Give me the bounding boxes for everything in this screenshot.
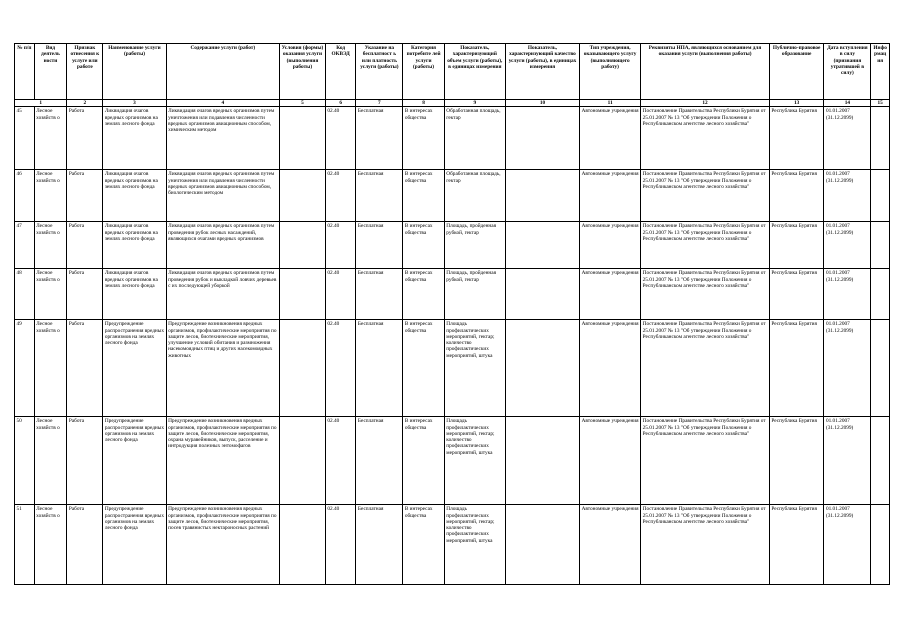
cell-activity: Лесное хозяйств о [34, 320, 67, 417]
cell-quality [505, 107, 579, 170]
column-number: 15 [871, 100, 890, 107]
column-number: 1 [15, 100, 67, 107]
cell-date: 01.01.2007 (31.12.2099) [824, 222, 871, 269]
cell-quality [505, 505, 579, 585]
cell-conditions [280, 505, 326, 585]
column-number: 7 [356, 100, 403, 107]
cell-activity: Лесное хозяйств о [34, 170, 67, 222]
cell-okved: 02.40 [325, 269, 356, 320]
table-row [15, 222, 890, 269]
cell-type: Автономные учреждения [580, 269, 641, 320]
cell-type: Автономные учреждения [580, 170, 641, 222]
cell-content: Ликвидация очагов вредных организмов путем проведения рубок и выкладкой ловчих деревьев с их последующей уборкой [166, 269, 279, 320]
column-header: Наименование услуги (работы) [103, 44, 166, 100]
column-header: Тип учреждения, оказывающего услугу (выполняющего работу) [580, 44, 641, 100]
cell-info [871, 222, 890, 269]
column-numbers-row [15, 100, 890, 107]
cell-npa: Постановление Правительства Республики Бурятия от 25.01.2007 № 13 "Об утверждении Положения о Республиканском агентстве лесного хозяйства" [641, 417, 770, 505]
cell-quality [505, 170, 579, 222]
column-number: 4 [166, 100, 279, 107]
cell-category: В интересах общества [403, 170, 444, 222]
column-number: 9 [444, 100, 505, 107]
cell-content: Предупреждение возникновения вредных организмов, профилактические мероприятия по защите лесов, биотехнические мероприятия, улучшение условий обитания и размножения насекомоядных птиц и других насекомоядных животных [166, 320, 279, 417]
column-header: Вид деятель ности [34, 44, 67, 100]
cell-n: 49 [15, 320, 35, 417]
column-header: Показатель, характеризующий качество услуги (работы), в единицах измерения [505, 44, 579, 100]
cell-npa: Постановление Правительства Республики Бурятия от 25.01.2007 № 13 "Об утверждении Положения о Республиканском агентстве лесного хозяйства" [641, 222, 770, 269]
header-row [15, 44, 890, 100]
cell-type: Автономные учреждения [580, 222, 641, 269]
cell-entity: Республика Бурятия [769, 320, 824, 417]
column-header: Признак отнесения к услуге или работе [67, 44, 103, 100]
cell-info [871, 320, 890, 417]
cell-sign: Работа [67, 269, 103, 320]
cell-activity: Лесное хозяйств о [34, 269, 67, 320]
cell-info [871, 269, 890, 320]
cell-conditions [280, 107, 326, 170]
column-header: Указание на бесплатност ь или платность услуги (работы) [356, 44, 403, 100]
cell-npa: Постановление Правительства Республики Бурятия от 25.01.2007 № 13 "Об утверждении Положения о Республиканском агентстве лесного хозяйства" [641, 170, 770, 222]
column-header: Условия (формы) оказания услуги (выполнения работы) [280, 44, 326, 100]
cell-n: 46 [15, 170, 35, 222]
cell-date: 01.01.2007 (31.12.2099) [824, 107, 871, 170]
cell-date: 01.01.2007 (31.12.2099) [824, 417, 871, 505]
services-registry-table [14, 43, 890, 585]
cell-activity: Лесное хозяйств о [34, 417, 67, 505]
cell-sign: Работа [67, 417, 103, 505]
cell-n: 48 [15, 269, 35, 320]
column-number: 11 [580, 100, 641, 107]
cell-name: Ликвидация очагов вредных организмов на землях лесного фонда [103, 107, 166, 170]
cell-info [871, 505, 890, 585]
cell-activity: Лесное хозяйств о [34, 107, 67, 170]
cell-quality [505, 222, 579, 269]
column-header: Категория потребите лей услуги (работы) [403, 44, 444, 100]
cell-info [871, 107, 890, 170]
cell-entity: Республика Бурятия [769, 269, 824, 320]
cell-conditions [280, 170, 326, 222]
cell-content: Предупреждение возникновения вредных организмов, профилактические мероприятия по защите лесов, биотехнические мероприятия, охрана муравейников, выпуск, расселение и интродукция полезных энтомофагов [166, 417, 279, 505]
cell-paid: Бесплатная [356, 505, 403, 585]
cell-sign: Работа [67, 107, 103, 170]
column-header: Реквизиты НПА, являющихся основанием для оказания услуги (выполнения работы) [641, 44, 770, 100]
cell-date: 01.01.2007 (31.12.2099) [824, 505, 871, 585]
column-number: 2 [67, 100, 103, 107]
table-row [15, 417, 890, 505]
cell-sign: Работа [67, 320, 103, 417]
document-page [14, 43, 890, 585]
cell-volume: Площадь, пройденная рубкой, гектар [444, 222, 505, 269]
cell-volume: Площадь профилактических мероприятий, гектар; количество профилактических мероприятий, штука [444, 505, 505, 585]
cell-okved: 02.40 [325, 320, 356, 417]
column-header: Информация [871, 44, 890, 100]
column-number: 3 [103, 100, 166, 107]
cell-category: В интересах общества [403, 505, 444, 585]
cell-quality [505, 417, 579, 505]
cell-type: Автономные учреждения [580, 417, 641, 505]
column-header: Содержание услуги (работ) [166, 44, 279, 100]
cell-sign: Работа [67, 170, 103, 222]
column-header: Дата вступления в силу (признания утратившей в силу) [824, 44, 871, 100]
column-header: Показатель, характеризующий объем услуги (работы), в единицах измерения [444, 44, 505, 100]
table-row [15, 170, 890, 222]
cell-category: В интересах общества [403, 320, 444, 417]
cell-name: Предупреждение распространения вредных организмов на землях лесного фонда [103, 417, 166, 505]
table-row [15, 107, 890, 170]
column-header: Код ОКВЭД [325, 44, 356, 100]
cell-okved: 02.40 [325, 222, 356, 269]
cell-npa: Постановление Правительства Республики Бурятия от 25.01.2007 № 13 "Об утверждении Положения о Республиканском агентстве лесного хозяйства" [641, 107, 770, 170]
cell-name: Ликвидация очагов вредных организмов на землях лесного фонда [103, 269, 166, 320]
cell-category: В интересах общества [403, 222, 444, 269]
table-row [15, 269, 890, 320]
cell-okved: 02.40 [325, 107, 356, 170]
cell-npa: Постановление Правительства Республики Бурятия от 25.01.2007 № 13 "Об утверждении Положения о Республиканском агентстве лесного хозяйства" [641, 320, 770, 417]
cell-conditions [280, 417, 326, 505]
cell-conditions [280, 269, 326, 320]
cell-info [871, 170, 890, 222]
cell-sign: Работа [67, 222, 103, 269]
cell-n: 45 [15, 107, 35, 170]
cell-type: Автономные учреждения [580, 505, 641, 585]
cell-date: 01.01.2007 (31.12.2099) [824, 320, 871, 417]
cell-volume: Обработанная площадь, гектар [444, 107, 505, 170]
cell-paid: Бесплатная [356, 107, 403, 170]
cell-entity: Республика Бурятия [769, 107, 824, 170]
cell-type: Автономные учреждения [580, 107, 641, 170]
cell-category: В интересах общества [403, 417, 444, 505]
cell-volume: Площадь профилактических мероприятий, гектар; количество профилактических мероприятий, штука [444, 320, 505, 417]
cell-info [871, 417, 890, 505]
cell-volume: Обработанная площадь, гектар [444, 170, 505, 222]
cell-npa: Постановление Правительства Республики Бурятия от 25.01.2007 № 13 "Об утверждении Положения о Республиканском агентстве лесного хозяйства" [641, 505, 770, 585]
cell-okved: 02.40 [325, 505, 356, 585]
cell-okved: 02.40 [325, 170, 356, 222]
cell-content: Предупреждение возникновения вредных организмов, профилактические мероприятия по защите лесов, биотехнические мероприятия, посев травянистых нектароносных растений [166, 505, 279, 585]
column-number: 10 [505, 100, 579, 107]
cell-paid: Бесплатная [356, 417, 403, 505]
column-header: Публично-правовое образование [769, 44, 824, 100]
cell-volume: Площадь профилактических мероприятий, гектар; количество профилактических мероприятий, штука [444, 417, 505, 505]
column-number: 5 [280, 100, 326, 107]
table-row [15, 505, 890, 585]
cell-name: Ликвидация очагов вредных организмов на землях лесного фонда [103, 170, 166, 222]
cell-n: 47 [15, 222, 35, 269]
cell-activity: Лесное хозяйств о [34, 505, 67, 585]
cell-date: 01.01.2007 (31.12.2099) [824, 269, 871, 320]
cell-type: Автономные учреждения [580, 320, 641, 417]
cell-quality [505, 269, 579, 320]
cell-entity: Республика Бурятия [769, 417, 824, 505]
cell-paid: Бесплатная [356, 320, 403, 417]
cell-conditions [280, 222, 326, 269]
column-number: 8 [403, 100, 444, 107]
cell-name: Предупреждение распространения вредных организмов на землях лесного фонда [103, 320, 166, 417]
cell-name: Ликвидация очагов вредных организмов на землях лесного фонда [103, 222, 166, 269]
cell-paid: Бесплатная [356, 222, 403, 269]
cell-okved: 02.40 [325, 417, 356, 505]
cell-category: В интересах общества [403, 107, 444, 170]
column-number: 13 [769, 100, 824, 107]
cell-n: 51 [15, 505, 35, 585]
cell-name: Предупреждение распространения вредных организмов на землях лесного фонда [103, 505, 166, 585]
cell-n: 50 [15, 417, 35, 505]
cell-activity: Лесное хозяйств о [34, 222, 67, 269]
cell-date: 01.01.2007 (31.12.2099) [824, 170, 871, 222]
cell-conditions [280, 320, 326, 417]
cell-content: Ликвидация очагов вредных организмов путем проведения рубок лесных насаждений, являющихся очагами вредных организмов [166, 222, 279, 269]
table-row [15, 320, 890, 417]
cell-npa: Постановление Правительства Республики Бурятия от 25.01.2007 № 13 "Об утверждении Положения о Республиканском агентстве лесного хозяйства" [641, 269, 770, 320]
cell-sign: Работа [67, 505, 103, 585]
cell-entity: Республика Бурятия [769, 222, 824, 269]
column-number: 6 [325, 100, 356, 107]
column-number: 14 [824, 100, 871, 107]
cell-paid: Бесплатная [356, 269, 403, 320]
cell-category: В интересах общества [403, 269, 444, 320]
cell-volume: Площадь, пройденная рубкой, гектар [444, 269, 505, 320]
cell-paid: Бесплатная [356, 170, 403, 222]
column-header: № п/п [15, 44, 35, 100]
cell-content: Ликвидация очагов вредных организмов путем уничтожения или подавления численности вредных организмов авиационным способом, биологическим методом [166, 170, 279, 222]
cell-entity: Республика Бурятия [769, 505, 824, 585]
cell-content: Ликвидация очагов вредных организмов путем уничтожения или подавления численности вредных организмов авиационным способом, химическим методом [166, 107, 279, 170]
cell-entity: Республика Бурятия [769, 170, 824, 222]
column-number: 12 [641, 100, 770, 107]
cell-quality [505, 320, 579, 417]
